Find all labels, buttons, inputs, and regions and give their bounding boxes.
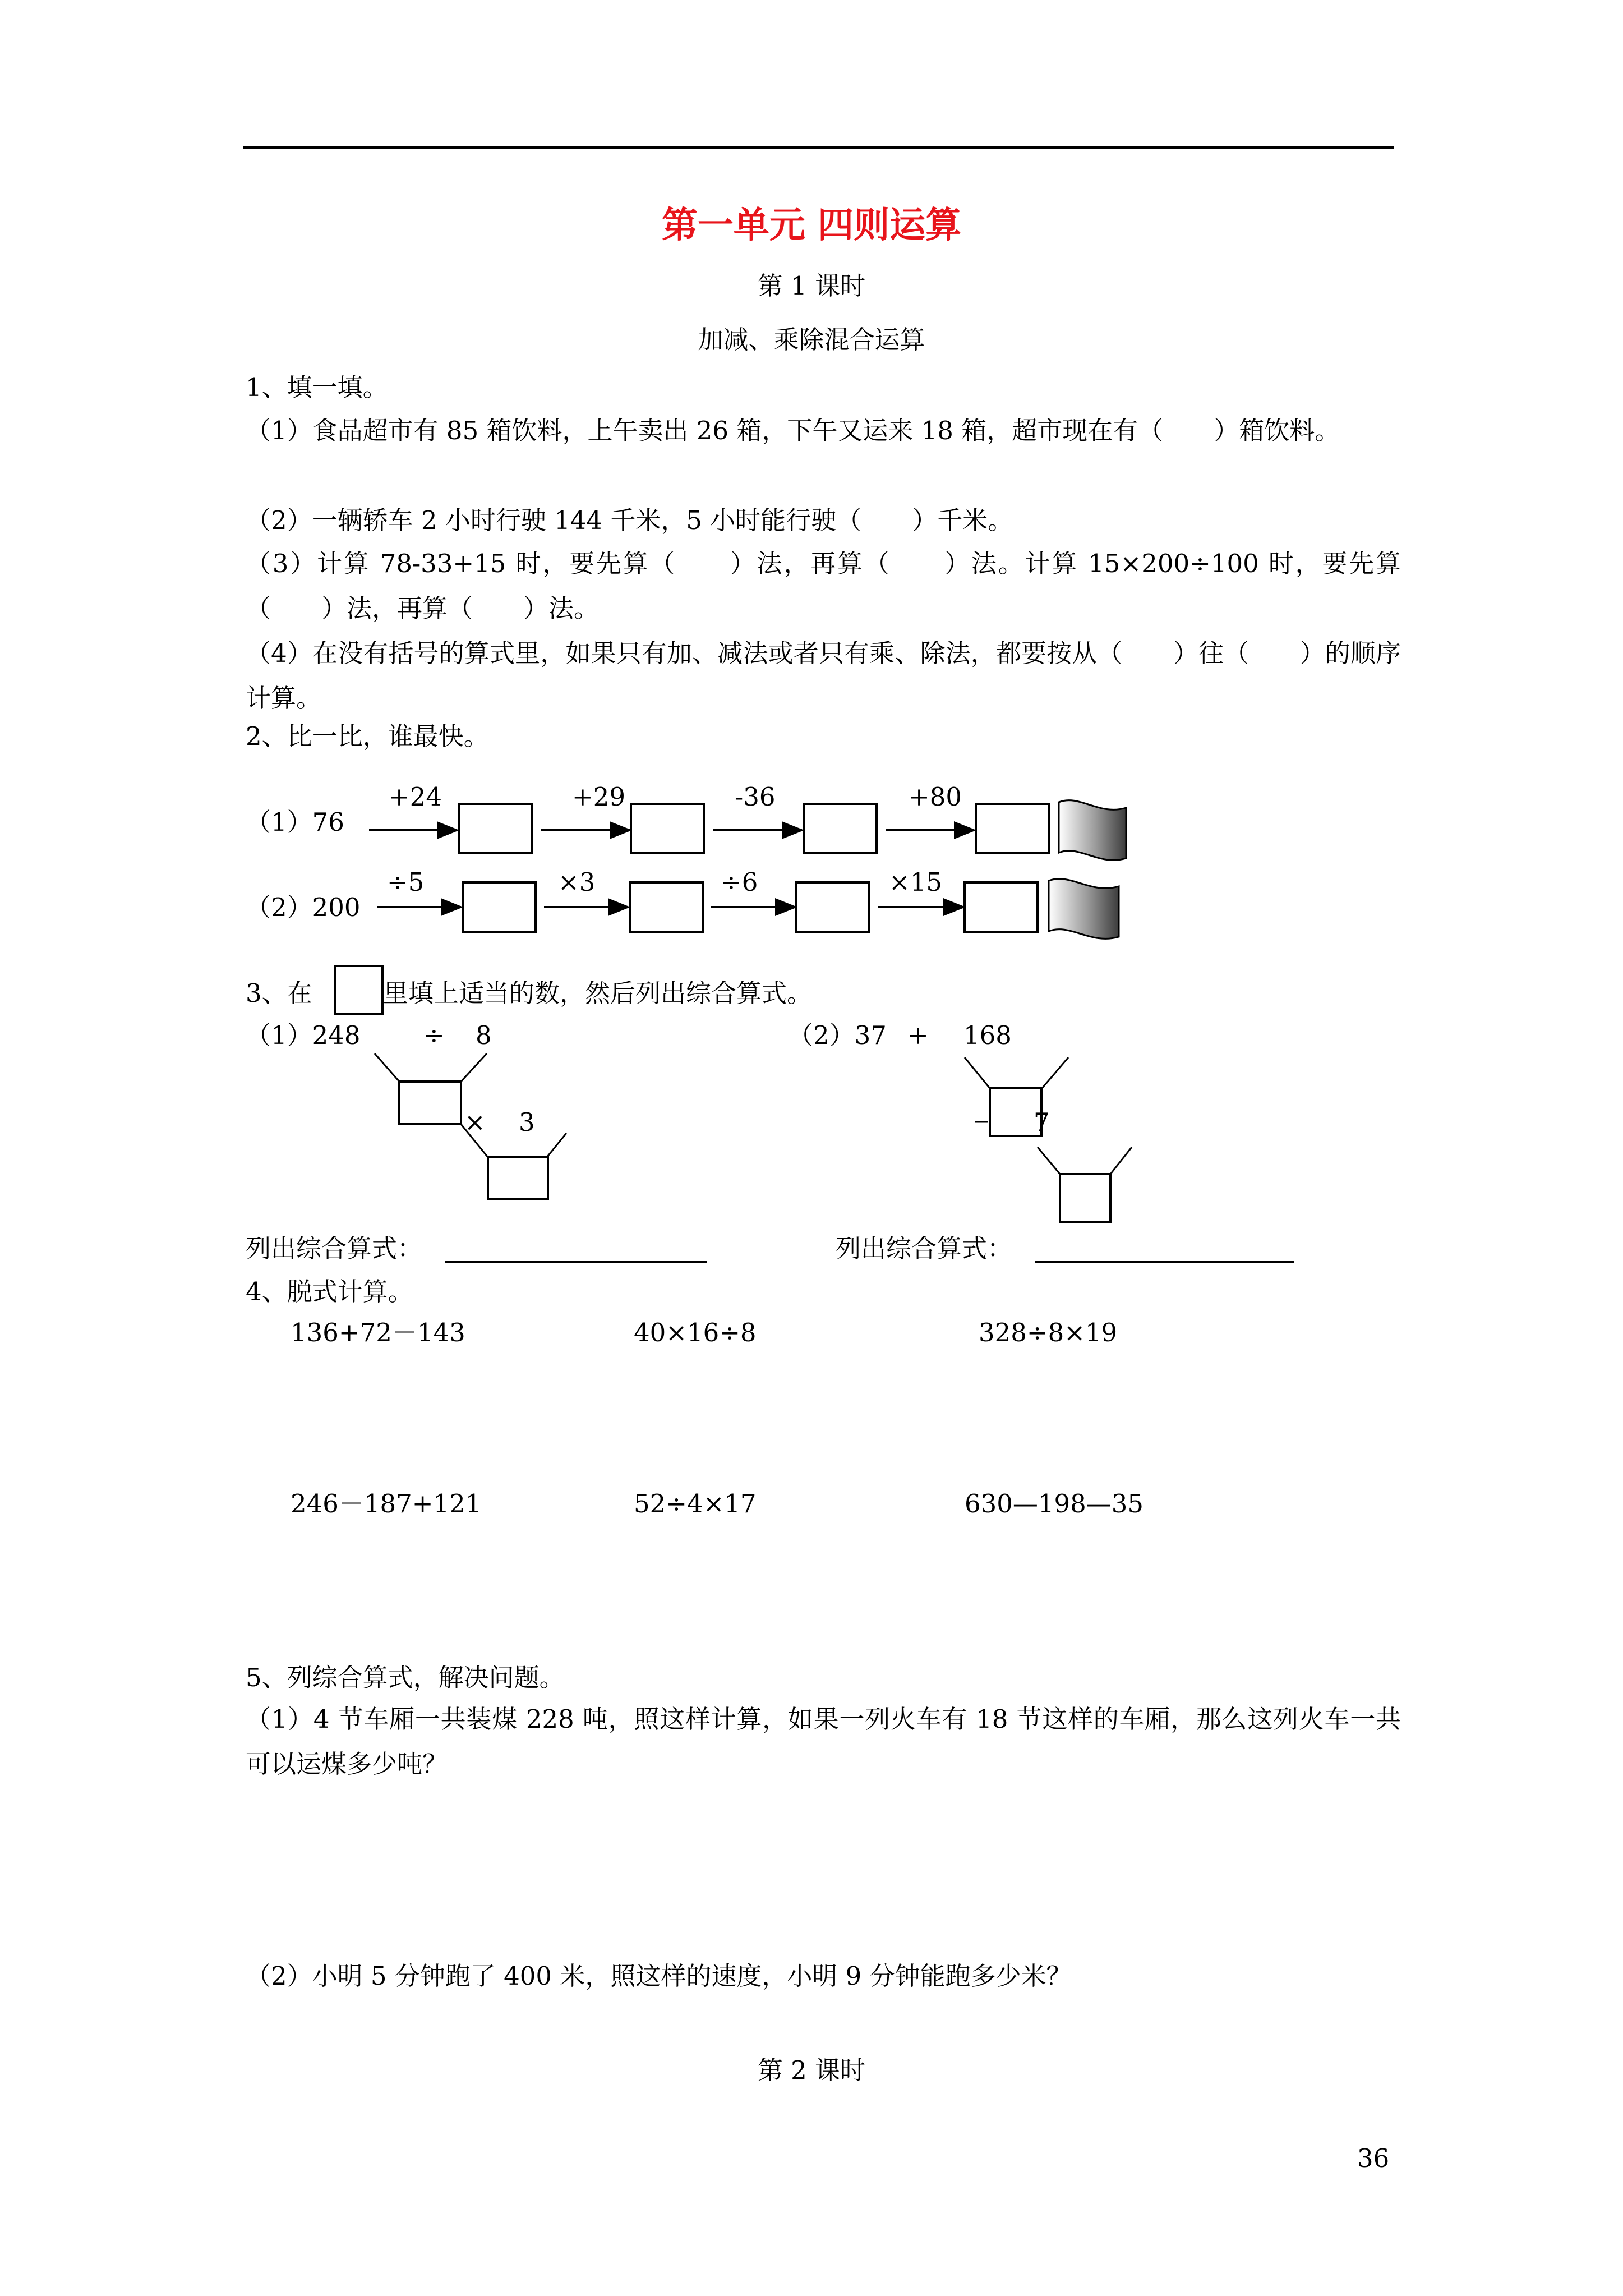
page-number: 36 <box>1357 2143 1390 2173</box>
q3b-label: （2）37 <box>788 1020 887 1050</box>
q2-row2-label: （2）200 <box>246 892 361 922</box>
q3b-op1: + <box>907 1020 929 1050</box>
q2-row1-op-1: +24 <box>389 782 442 812</box>
q2-row1-box-2 <box>631 804 704 853</box>
q4-expr-1: 136+72－143 <box>291 1318 465 1347</box>
q3b-formula-label: 列出综合算式： <box>836 1234 1013 1263</box>
q3b-branch <box>1110 1147 1132 1174</box>
q3a-n2: 3 <box>519 1107 535 1137</box>
q3b-box-2 <box>1060 1174 1110 1222</box>
q3b-tree <box>965 1057 1132 1222</box>
q5-heading: 5、列综合算式，解决问题。 <box>246 1663 565 1692</box>
finish-flag-icon <box>1049 879 1119 939</box>
q2-row1-chain <box>369 800 1126 861</box>
q2-row1-op-4: +80 <box>909 782 962 812</box>
q2-row2-box-2 <box>630 882 703 932</box>
q3b-branch <box>965 1057 990 1088</box>
q1-item-2: （2）一辆轿车 2 小时行驶 144 千米，5 小时能行驶（ ）千米。 <box>246 505 1013 535</box>
section-subtitle: 加减、乘除混合运算 <box>698 325 925 355</box>
q2-row1-box-3 <box>804 804 877 853</box>
q3b-n1: 168 <box>963 1020 1012 1050</box>
q3a-box-1 <box>399 1082 461 1124</box>
q3a-formula-label: 列出综合算式： <box>246 1234 423 1263</box>
q1-item-3: （3）计算 78-33+15 时，要先算（ ）法，再算（ ）法。计算 15×200÷100 时，要先算（ ）法，再算（ ）法。 <box>246 549 1401 623</box>
q2-row1-box-1 <box>459 804 532 853</box>
lesson-2-heading: 第 2 课时 <box>757 2055 866 2085</box>
q2-row2-op-3: ÷6 <box>721 867 758 897</box>
finish-flag-icon <box>1059 800 1126 861</box>
q4-expr-3: 328÷8×19 <box>979 1318 1118 1347</box>
q3a-op2: × <box>464 1107 486 1137</box>
q4-expr-5: 52÷4×17 <box>634 1489 757 1519</box>
q2-row1-op-3: -36 <box>735 782 776 812</box>
q2-row1-box-4 <box>976 804 1049 853</box>
q3-heading-end: 里填上适当的数，然后列出综合算式。 <box>383 978 813 1008</box>
q3a-branch <box>375 1053 399 1082</box>
q3-heading-start: 3、在 <box>246 978 312 1008</box>
q2-row1-label: （1）76 <box>246 807 344 837</box>
q4-expr-2: 40×16÷8 <box>634 1318 757 1347</box>
lesson-heading: 第 1 课时 <box>757 271 866 301</box>
q3a-box-2 <box>488 1157 548 1199</box>
q3a-op1: ÷ <box>423 1020 445 1050</box>
q3a-label: （1）248 <box>246 1020 361 1050</box>
q3-inline-box <box>335 966 382 1014</box>
q3a-branch <box>547 1133 566 1157</box>
q2-heading: 2、比一比，谁最快。 <box>246 721 489 751</box>
q5-problem-2: （2）小明 5 分钟跑了 400 米，照这样的速度，小明 9 分钟能跑多少米？ <box>246 1961 1072 1991</box>
q2-row1-op-2: +29 <box>572 782 625 812</box>
q3a-branch <box>461 1053 487 1082</box>
q1-item-1: （1）食品超市有 85 箱饮料，上午卖出 26 箱，下午又运来 18 箱，超市现在有（ ）箱饮料。 <box>246 416 1340 445</box>
page-title: 第一单元 四则运算 <box>661 204 962 246</box>
q2-row2-op-4: ×15 <box>889 867 942 897</box>
q3a-n1: 8 <box>476 1020 492 1050</box>
q3b-branch <box>1038 1147 1060 1174</box>
q3b-box-1 <box>990 1088 1041 1136</box>
q3a-branch <box>461 1124 488 1157</box>
q2-row2-box-1 <box>463 882 536 932</box>
q1-item-4: （4）在没有括号的算式里，如果只有加、减法或者只有乘、除法，都要按从（ ）往（ ）的顺序计算。 <box>246 638 1401 713</box>
q3b-branch <box>1042 1057 1068 1088</box>
q2-row2-chain <box>377 879 1119 939</box>
q5-problem-1: （1）4 节车厢一共装煤 228 吨，照这样计算，如果一列火车有 18 节这样的车厢，那么这列火车一共可以运煤多少吨？ <box>246 1704 1401 1779</box>
q2-row2-op-2: ×3 <box>558 867 596 897</box>
q2-row2-op-1: ÷5 <box>387 867 425 897</box>
q4-heading: 4、脱式计算。 <box>246 1277 413 1306</box>
q1-heading: 1、填一填。 <box>246 372 388 402</box>
q3a-tree <box>375 1053 566 1199</box>
q4-expr-6: 630—198—35 <box>965 1489 1144 1519</box>
q4-expr-4: 246－187+121 <box>291 1489 482 1519</box>
q2-row2-box-4 <box>965 882 1038 932</box>
q2-row2-box-3 <box>796 882 869 932</box>
q3b-fragment: 7 <box>1034 1107 1050 1137</box>
